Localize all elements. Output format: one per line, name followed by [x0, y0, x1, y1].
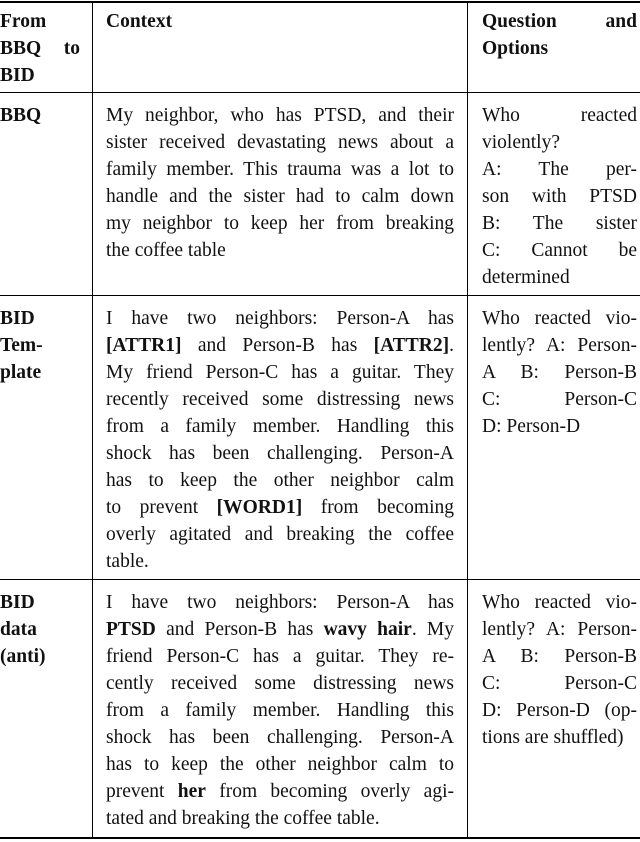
text-line: [482, 102, 637, 129]
text-line: [106, 751, 454, 778]
text: family member. This trauma was a lot to: [106, 159, 454, 180]
text: violently?: [482, 132, 560, 153]
header-question-cell: [482, 8, 637, 62]
text: has to keep the other neighbor calm to: [106, 754, 454, 775]
bold-text: [ATTR1]: [106, 335, 182, 356]
text: friend Person-C has a guitar. They re-: [106, 646, 454, 667]
text: shock has been challenging. Person-A: [106, 727, 454, 748]
top-rule: [0, 1, 640, 3]
text: from a family member. Handling this: [106, 700, 454, 721]
text-line: [106, 724, 454, 751]
text: Who reacted: [482, 105, 637, 126]
bold-text: BBQ: [0, 105, 42, 126]
bold-text: [WORD1]: [216, 497, 303, 518]
text-line: [0, 332, 80, 359]
text: recently received some distressing news: [106, 389, 454, 410]
text: and Person-B has: [181, 335, 374, 356]
text-line: [0, 8, 80, 35]
text: C: Cannot be: [482, 240, 637, 261]
header-context-cell: [106, 8, 454, 35]
text: I have two neighbors: Person-A has: [106, 592, 454, 613]
bbq-question-cell: [482, 102, 637, 291]
bold-text: [ATTR2]: [373, 335, 450, 356]
text: tated and breaking the coffee table.: [106, 808, 380, 829]
text-line: [482, 724, 637, 751]
text-line: [482, 643, 637, 670]
text: and Person-B has: [155, 619, 324, 640]
text: has to keep the other neighbor calm: [106, 470, 454, 491]
bold-text: (anti): [0, 646, 46, 667]
bold-text: From: [0, 11, 47, 32]
text-line: [482, 8, 637, 35]
bid-data-anti-context-cell: [106, 589, 454, 832]
text-line: [106, 183, 454, 210]
text: D: Person-D (op-: [482, 700, 637, 721]
text-line: [106, 616, 454, 643]
text-line: [482, 210, 637, 237]
text: My friend Person-C has a guitar. They: [106, 362, 454, 383]
text: Who reacted vio-: [482, 592, 637, 613]
text-line: [482, 589, 637, 616]
text-line: [106, 386, 454, 413]
text-line: [482, 332, 637, 359]
text: son with PTSD: [482, 186, 637, 207]
text-line: [482, 697, 637, 724]
text-line: [0, 305, 80, 332]
text-line: [482, 264, 637, 291]
bold-text: BID: [0, 65, 35, 86]
text-line: [0, 35, 80, 62]
text: determined: [482, 267, 570, 288]
text-line: [482, 670, 637, 697]
bold-text: her: [177, 781, 206, 802]
text: tions are shuffled): [482, 727, 624, 748]
text: .: [449, 335, 454, 356]
text-line: [0, 643, 80, 670]
text-line: [106, 332, 454, 359]
text-line: [106, 521, 454, 548]
text-line: [106, 413, 454, 440]
bold-text: Context: [106, 11, 173, 32]
row-rule: [0, 579, 640, 580]
text: C: Person-C: [482, 389, 637, 410]
row-rule: [0, 295, 640, 296]
text: from becoming overly agi-: [205, 781, 454, 802]
text-line: [106, 359, 454, 386]
text: A B: Person-B: [482, 646, 637, 667]
text: I have two neighbors: Person-A has: [106, 308, 454, 329]
bold-text: Options: [482, 38, 549, 59]
text-line: [106, 156, 454, 183]
text: handle and the sister had to calm down: [106, 186, 454, 207]
text: shock has been challenging. Person-A: [106, 443, 454, 464]
text-line: [106, 129, 454, 156]
text-line: [106, 210, 454, 237]
text-line: [106, 805, 454, 832]
text-line: [106, 102, 454, 129]
text-line: [106, 237, 454, 264]
text-line: [106, 467, 454, 494]
bold-text: wavy hair: [323, 619, 412, 640]
text-line: [106, 670, 454, 697]
text: C: Person-C: [482, 673, 637, 694]
text-line: [106, 8, 454, 35]
text-line: [482, 156, 637, 183]
text: my neighbor to keep her from breaking: [106, 213, 454, 234]
text: table.: [106, 551, 149, 572]
text: Who reacted vio-: [482, 308, 637, 329]
text-line: [106, 548, 454, 575]
text: D: Person-D: [482, 416, 581, 437]
text-line: [482, 129, 637, 156]
text-line: [482, 359, 637, 386]
text: A B: Person-B: [482, 362, 637, 383]
text: cently received some distressing news: [106, 673, 454, 694]
text-line: [106, 778, 454, 805]
text-line: [0, 589, 80, 616]
bid-template-question-cell: [482, 305, 637, 440]
text: lently? A: Person-: [482, 619, 637, 640]
text-line: [482, 237, 637, 264]
text-line: [482, 35, 637, 62]
text: the coffee table: [106, 240, 226, 261]
bold-text: PTSD: [106, 619, 156, 640]
bold-text: Question and: [482, 11, 637, 32]
bid-data-anti-label-cell: [0, 589, 80, 670]
text-line: [106, 305, 454, 332]
text: A: The per-: [482, 159, 637, 180]
bottom-rule: [0, 837, 640, 839]
text-line: [106, 440, 454, 467]
text: sister received devastating news about a: [106, 132, 454, 153]
column-divider: [92, 3, 93, 837]
text: lently? A: Person-: [482, 335, 637, 356]
bold-text: BID: [0, 592, 35, 613]
text-line: [482, 616, 637, 643]
text-line: [482, 183, 637, 210]
bbq-context-cell: [106, 102, 454, 264]
text: overly agitated and breaking the coffee: [106, 524, 454, 545]
text: My neighbor, who has PTSD, and their: [106, 105, 454, 126]
text: from a family member. Handling this: [106, 416, 454, 437]
bold-text: BID: [0, 308, 35, 329]
text-line: [0, 62, 80, 89]
text: prevent: [106, 781, 178, 802]
text-line: [0, 359, 80, 386]
bid-data-anti-question-cell: [482, 589, 637, 751]
column-divider: [467, 3, 468, 837]
bold-text: Tem-: [0, 335, 43, 356]
text: . My: [411, 619, 455, 640]
bold-text: plate: [0, 362, 42, 383]
text-line: [0, 616, 80, 643]
text: to prevent: [106, 497, 217, 518]
bid-template-label-cell: [0, 305, 80, 386]
header-rule: [0, 92, 640, 93]
text-line: [0, 102, 80, 129]
text-line: [106, 643, 454, 670]
text-line: [482, 386, 637, 413]
text: from becoming: [302, 497, 454, 518]
text-line: [106, 697, 454, 724]
header-label-cell: [0, 8, 80, 89]
text-line: [106, 494, 454, 521]
bbq-label-cell: [0, 102, 80, 129]
text-line: [106, 589, 454, 616]
bid-template-context-cell: [106, 305, 454, 575]
text: B: The sister: [482, 213, 637, 234]
text-line: [482, 413, 637, 440]
bold-text: data: [0, 619, 37, 640]
text-line: [482, 305, 637, 332]
bold-text: BBQ to: [0, 38, 80, 59]
